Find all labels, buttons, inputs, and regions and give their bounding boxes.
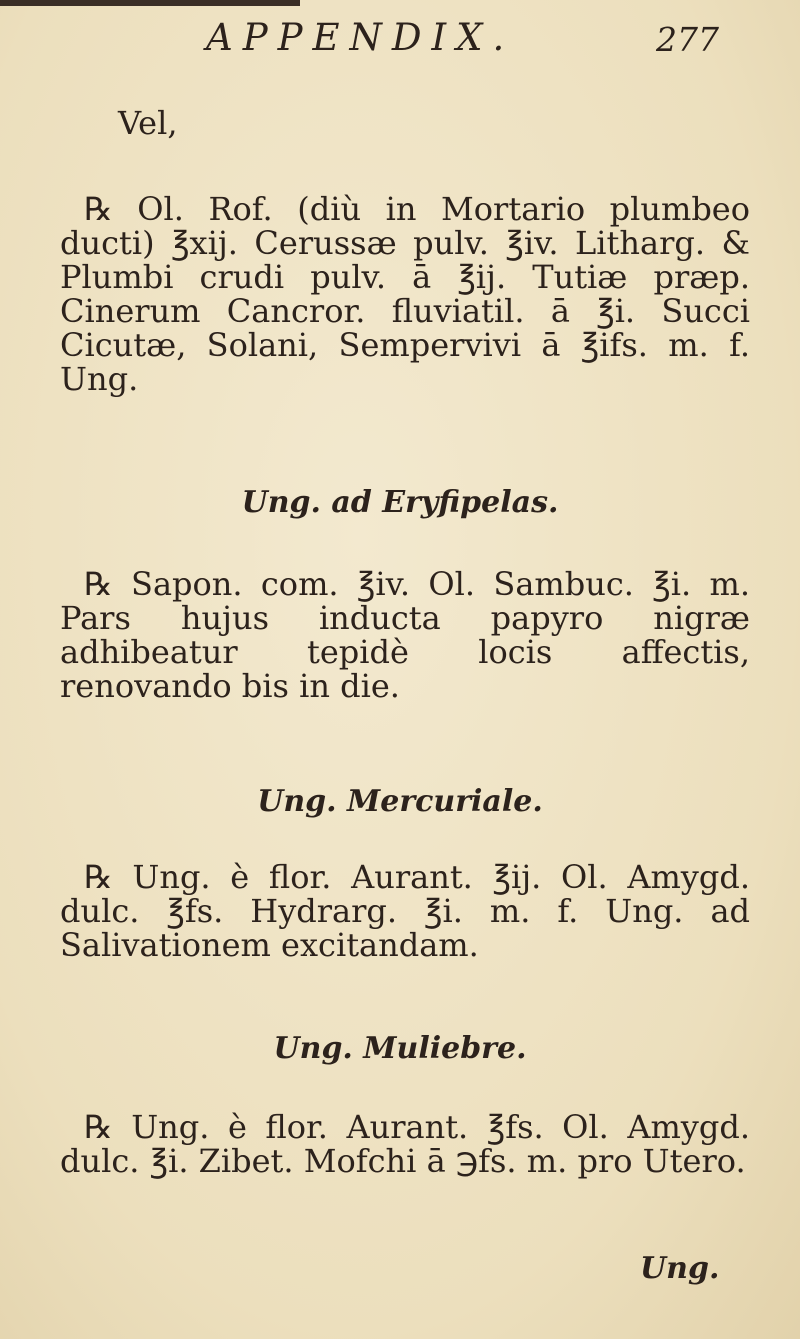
page-header — [0, 14, 800, 64]
recipe-title-3: Ung. Muliebre. — [273, 1031, 527, 1066]
recipe-title-2: Ung. Mercuriale. — [257, 784, 543, 819]
recipe-paragraph-2: ℞ Sapon. com. ℥iv. Ol. Sambuc. ℥i. m. Pars hujus inducta papyro nigræ adhibeatur tepidè locis affectis, renovando bis in die. — [60, 565, 750, 705]
catchword: Ung. — [640, 1251, 720, 1286]
page-number: 277 — [656, 20, 719, 59]
vel-heading: Vel, — [118, 104, 178, 142]
top-edge-rule — [0, 0, 300, 6]
recipe-paragraph-4: ℞ Ung. è flor. Aurant. ℥fs. Ol. Amygd. dulc. ℥i. Zibet. Mofchi ā ℈fs. m. pro Utero. — [60, 1108, 750, 1180]
recipe-paragraph-3: ℞ Ung. è flor. Aurant. ℥ij. Ol. Amygd. dulc. ℥fs. Hydrarg. ℥i. m. f. Ung. ad Salivationem excitandam. — [60, 858, 750, 964]
recipe-title-1: Ung. ad Eryfipelas. — [241, 485, 559, 520]
running-head: APPENDIX. — [206, 16, 515, 59]
recipe-paragraph-1: ℞ Ol. Rof. (diù in Mortario plumbeo ducti) ℥xij. Cerussæ pulv. ℥iv. Litharg. & Plumbi crudi pulv. ā ℥ij. Tutiæ præp. Cinerum Cancror. fluviatil. ā ℥i. Succi Cicutæ, Solani, Sempervivi ā ℥ifs. m. f. Ung. — [60, 190, 750, 398]
